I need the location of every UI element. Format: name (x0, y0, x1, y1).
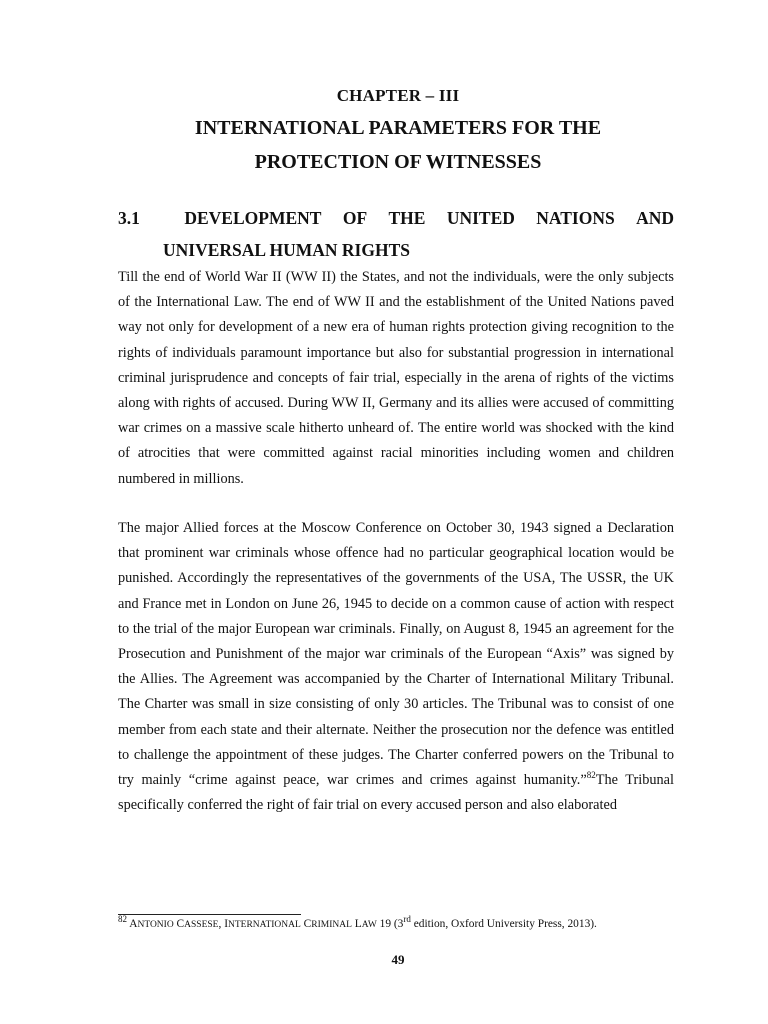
paragraph-2-text: The major Allied forces at the Moscow Conference on October 30, 1943 signed a Declaration that prominent war criminals whose offence had no particular geographical location would be punished. Accordingly the representatives of the governments of the USA, The USSR, the UK and France met in London on June 26, 1945 to decide on a common cause of action with respect to the trial of the major European war criminals. Finally, on August 8, 1945 an agreement for the Prosecution and Punishment of the major war criminals of the European “Axis” was signed by the Allies. The Agreement was accompanied by the Charter of International Military Tribunal. The Charter was small in size consisting of only 30 articles. The Tribunal was to consist of one member from each state and their alternate. Neither the prosecution nor the defence was entitled to challenge the appointment of these judges. The Charter conferred powers on the Tribunal to try mainly “crime against peace, war crimes and crimes against humanity.” (118, 520, 674, 789)
paragraph-2-continuation: The Tribunal specifically conferred the right of fair trial on every accused person and also elaborated (118, 772, 674, 814)
footnote-page: 19 (3 (376, 918, 404, 930)
section-heading-word: DEVELOPMENT (184, 208, 322, 228)
section-heading-line1 (118, 208, 674, 229)
section-heading-line2: UNIVERSAL HUMAN RIGHTS (163, 240, 410, 260)
page-number: 49 (391, 952, 405, 967)
footnote-divider (118, 914, 301, 915)
footnote-reference[interactable]: 82 (586, 770, 596, 781)
footnote (118, 914, 597, 930)
paragraph-2 (118, 516, 674, 818)
chapter-title-line2: PROTECTION OF WITNESSES (254, 151, 542, 173)
chapter-label: CHAPTER – III (336, 86, 460, 105)
section-heading-word: OF (342, 208, 368, 228)
chapter-title-line1: INTERNATIONAL PARAMETERS FOR THE (194, 117, 602, 139)
section-heading-word: THE (388, 208, 426, 228)
paragraph-1: Till the end of World War II (WW II) the States, and not the individuals, were the only subjects of the International Law. The end of WW II and the establishment of the United Nations paved way not only for development of a new era of human rights protection giving recognition to the rights of individuals paramount importance but also for substantial progression in international criminal jurisprudence and concepts of fair trial, especially in the arena of rights of the victims along with rights of accused. During WW II, Germany and its allies were accused of committing war crimes on a massive scale hitherto unheard of. The entire world was shocked with the kind of atrocities that were committed against racial minorities including women and children numbered in millions. (118, 269, 674, 487)
section-heading-word: AND (636, 208, 674, 228)
section-heading (118, 208, 674, 261)
footnote-title: INTERNATIONAL CRIMINAL LAW (224, 918, 377, 930)
footnote-separator: , (218, 918, 225, 930)
section-heading-word: UNITED (446, 208, 515, 228)
section-heading-word: NATIONS (536, 208, 615, 228)
footnote-number: 82 (118, 914, 127, 925)
section-number: 3.1 (118, 208, 140, 228)
footnote-author: ANTONIO CASSESE (129, 918, 219, 930)
footnote-edition-sup: rd (403, 914, 411, 925)
footnote-rest: edition, Oxford University Press, 2013). (410, 918, 597, 930)
